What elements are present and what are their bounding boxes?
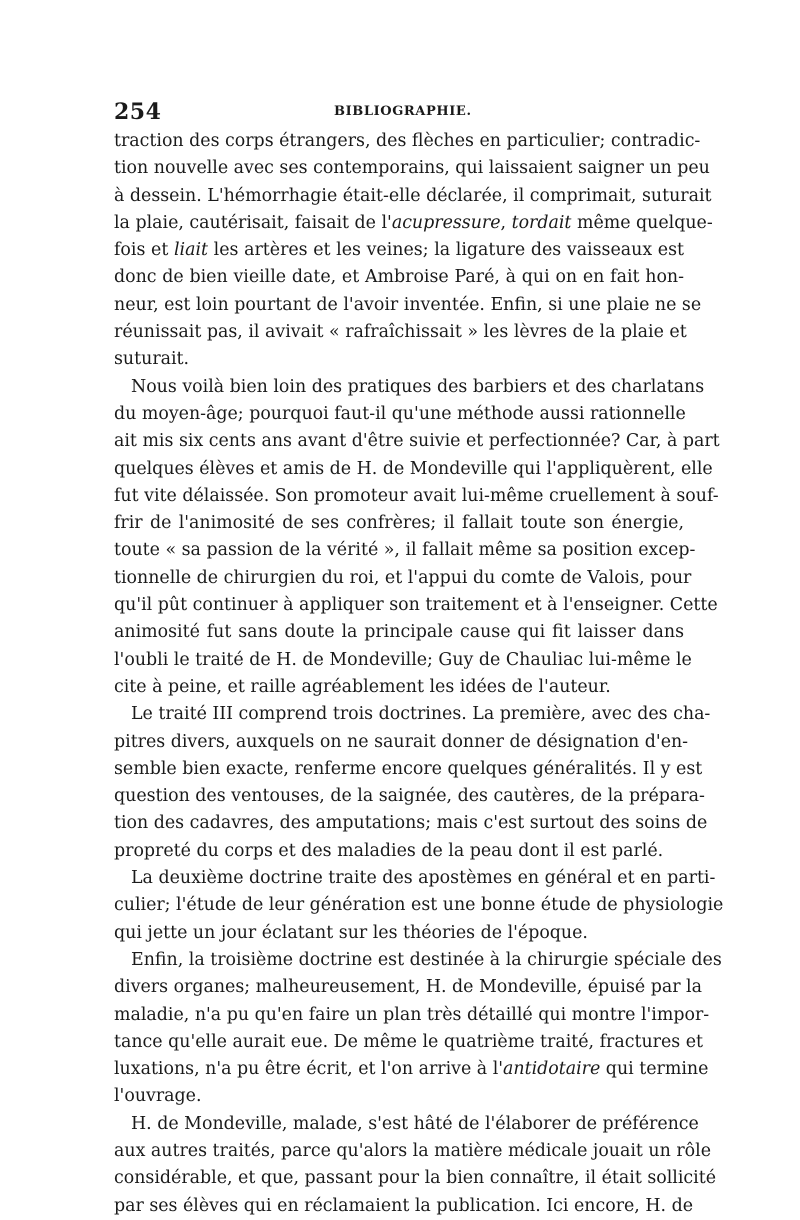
text-line: tion nouvelle avec ses contemporains, qui laissaient saigner un peu: [114, 158, 710, 179]
italic-term: acupressure: [391, 212, 501, 233]
text-segment: ,: [500, 212, 512, 233]
italic-term: liait: [173, 240, 209, 261]
italic-term: antidotaire: [503, 1059, 601, 1080]
text-line: animosité fut sans doute la principale cause qui fit laisser dans: [114, 622, 684, 643]
text-line: du moyen-âge; pourquoi faut-il qu'une méthode aussi rationnelle: [114, 403, 686, 424]
text-line: semble bien exacte, renferme encore quelques généralités. Il y est: [114, 758, 703, 779]
text-line: propreté du corps et des maladies de la peau dont il est parlé.: [114, 840, 664, 861]
text-line: Nous voilà bien loin des pratiques des barbiers et des charlatans: [131, 376, 705, 397]
text-line: par ses élèves qui en réclamaient la publication. Ici encore, H. de: [114, 1195, 694, 1216]
text-line: ait mis six cents ans avant d'être suivie et perfectionnée? Car, à part: [114, 431, 720, 452]
text-segment: même quelque-: [571, 212, 713, 233]
text-line: La deuxième doctrine traite des apostèmes en général et en parti-: [131, 868, 716, 889]
text-line: fut vite délaissée. Son promoteur avait lui-même cruellement à souf-: [114, 485, 719, 506]
text-line: traction des corps étrangers, des flèches en particulier; contradic-: [114, 131, 701, 151]
text-line: H. de Mondeville, malade, s'est hâté de l'élaborer de préférence: [131, 1113, 699, 1134]
text-line: quelques élèves et amis de H. de Mondeville qui l'appliquèrent, elle: [114, 458, 713, 479]
text-line: qu'il pût continuer à appliquer son traitement et à l'enseigner. Cette: [114, 595, 718, 616]
italic-term: tordait: [511, 212, 572, 233]
text-line: l'oubli le traité de H. de Mondeville; Guy de Chauliac lui-même le: [114, 649, 692, 670]
text-line: culier; l'étude de leur génération est une bonne étude de physiologie: [114, 895, 724, 916]
text-line: question des ventouses, de la saignée, des cautères, de la prépara-: [114, 786, 705, 807]
text-line: tion des cadavres, des amputations; mais c'est surtout des soins de: [114, 813, 708, 834]
text-line: Le traité III comprend trois doctrines. La première, avec des cha-: [131, 704, 711, 725]
text-segment: fois et: [114, 240, 174, 261]
running-title: BIBLIOGRAPHIE.: [334, 104, 472, 119]
text-line: [114, 237, 684, 264]
page-number: 254: [114, 99, 162, 125]
text-line: toute « sa passion de la vérité », il fallait même sa position excep-: [114, 540, 696, 561]
text-segment: qui termine: [600, 1059, 709, 1080]
text-line: à dessein. L'hémorrhagie était-elle déclarée, il comprimait, suturait: [114, 185, 712, 206]
text-segment: luxations, n'a pu être écrit, et l'on arrive à l': [114, 1059, 504, 1080]
text-line: suturait.: [114, 349, 190, 370]
text-line: Enfin, la troisième doctrine est destinée à la chirurgie spéciale des: [131, 949, 722, 970]
text-line: frir de l'animosité de ses confrères; il fallait toute son énergie,: [114, 513, 684, 534]
text-line: cite à peine, et raille agréablement les idées de l'auteur.: [114, 676, 611, 697]
text-segment: les artères et les veines; la ligature des vaisseaux est: [208, 240, 684, 261]
text-line: réunissait pas, il avivait « rafraîchissait » les lèvres de la plaie et: [114, 322, 687, 343]
text-line: maladie, n'a pu qu'en faire un plan très détaillé qui montre l'impor-: [114, 1004, 710, 1025]
text-line: considérable, et que, passant pour la bien connaître, il était sollicité: [114, 1168, 717, 1189]
text-line: l'ouvrage.: [114, 1086, 202, 1107]
text-line: [114, 210, 713, 237]
page-header: [114, 99, 684, 127]
text-line: tance qu'elle aurait eue. De même le quatrième traité, fractures et: [114, 1031, 703, 1052]
text-line: donc de bien vieille date, et Ambroise Paré, à qui on en fait hon-: [114, 267, 684, 288]
text-line: [114, 1056, 709, 1083]
text-line: pitres divers, auxquels on ne saurait donner de désignation d'en-: [114, 731, 689, 752]
text-line: neur, est loin pourtant de l'avoir inventée. Enfin, si une plaie ne se: [114, 294, 702, 315]
text-line: aux autres traités, parce qu'alors la matière médicale jouait un rôle: [114, 1140, 711, 1161]
text-segment: la plaie, cautérisait, faisait de l': [114, 212, 392, 233]
text-line: qui jette un jour éclatant sur les théories de l'époque.: [114, 922, 588, 943]
text-line: tionnelle de chirurgien du roi, et l'appui du comte de Valois, pour: [114, 567, 692, 588]
body-text: [114, 128, 724, 1220]
text-line: divers organes; malheureusement, H. de Mondeville, épuisé par la: [114, 977, 702, 998]
